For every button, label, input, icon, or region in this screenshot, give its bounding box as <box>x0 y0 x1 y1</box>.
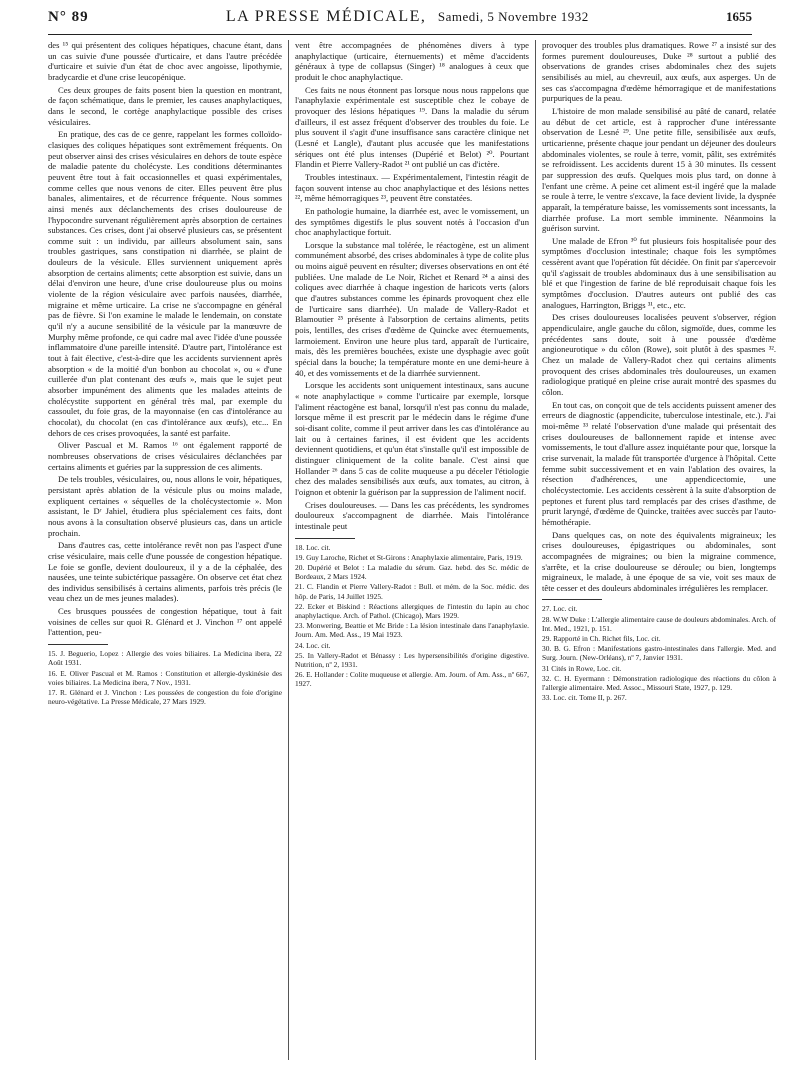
body-paragraph: Des crises douloureuses localisées peuvent s'observer, région appendiculaire, angle gauche du côlon, sigmoïde, dues, comme les précédentes sans doute, soit à une poussée d'œdème angioneurotique » du côlon (Rowe), soit plutôt à des spasmes ³². Chez un malade de Vallery-Radot chez qui certains aliments provoquent des crises abdominales très douloureuses, un examen radiologique pratiqué en pleine crise aurait montré des spasmes du côlon. <box>542 312 776 397</box>
body-paragraph: Ces deux groupes de faits posent bien la question en montrant, de façon schématique, dans le premier, les causes anaphylactiques, dans le second, le cortège anaphylactique possible des crises vésiculaires. <box>48 84 282 127</box>
footnote: 30. B. G. Efron : Manifestations gastro-intestinales dans l'allergie. Med. and Surg. Journ. (New-Orléans), nº 7, Janvier 1931. <box>542 644 776 663</box>
footnote-separator <box>295 538 355 539</box>
footnote-separator <box>48 644 108 645</box>
body-paragraph: vent être accompagnées de phénomènes divers à type anaphylactique (urticaire, éternuements) et même d'accidents généraux à type de collapsus (Singer) ¹⁸ analogues à ceux que produit le choc anaphylactique. <box>295 40 529 82</box>
body-paragraph: Une malade de Efron ³⁰ fut plusieurs fois hospitalisée pour des symptômes d'occlusion intestinale; chaque fois les symptômes cessèrent avant que l'opération fût décidée. On finit par s'apercevoir qu'il s'agissait de troubles abdominaux dus à une sensibilisation au blé et que l'ingestion de farine de blé reproduisait chaque fois les symptômes d'occlusion. D'autres auteurs ont publié des cas analogues, Harrington, Briggs ³¹, etc., etc. <box>542 235 776 310</box>
footnote: 29. Rapporté in Ch. Richet fils, Loc. cit. <box>542 634 661 644</box>
footnote: 33. Loc. cit. Tome II, p. 267. <box>542 693 627 703</box>
footnote: 19. Guy Laroche, Richet et St-Girons : Anaphylaxie alimentaire, Paris, 1919. <box>295 552 523 562</box>
footnote: 23. Monwering, Beattie et Mc Bride : La lésion intestinale dans l'anaphylaxie. Journ. Am. Med. Ass., 19 Mai 1923. <box>295 621 529 640</box>
column-divider <box>535 40 536 1060</box>
page-number: 1655 <box>725 9 752 24</box>
body-paragraph: Crises douloureuses. — Dans les cas précédents, les syndromes douloureux s'accompagnent de diarrhée. Mais l'intolérance intestinale peut <box>295 499 529 531</box>
footnote: 17. R. Glénard et J. Vinchon : Les poussées de congestion du foie d'origine neuro-végétative. La Presse Médicale, 27 Mars 1929. <box>48 687 282 707</box>
text-column-3 <box>542 40 776 1070</box>
body-paragraph: Oliver Pascual et M. Ramos ¹⁶ ont également rapporté de nombreuses observations de crises vésiculaires déclanchées par certains aliments et guéries par la suppression de ces aliments. <box>48 440 282 472</box>
body-paragraph: De tels troubles, vésiculaires, ou, nous allons le voir, hépatiques, persistant après ablation de la vésicule plus ou moins malade, expliquent certaines « séquelles de la cholécystectomie ». Mon assistant, le Dʳ Jahiel, étudiera plus spécialement ces faits, dont nous avons à la consultation observé plusieurs cas, dans un article prochain. <box>48 474 282 538</box>
footnote: 16. E. Oliver Pascual et M. Ramos : Constitution et allergie-dyskinésie des voies biliaires. La Medicina ibera, 7 Nov., 1931. <box>48 668 282 687</box>
issue-date: Samedi, 5 Novembre 1932 <box>437 9 589 24</box>
footnote: 15. J. Beguerio, Lopez : Allergie des voies biliaires. La Medicina ibera, 22 Août 1931. <box>48 649 282 668</box>
column-divider <box>288 40 289 1060</box>
footnote: 26. E. Hollander : Colite muqueuse et allergie. Am. Journ. of Am. Ass., nº 667, 1927. <box>295 670 529 689</box>
footnote: 25. In Vallery-Radot et Bénassy : Les hypersensibilités d'origine digestive. Nutrition, nº 2, 1931. <box>295 650 529 669</box>
body-paragraph: provoquer des troubles plus dramatiques. Rowe ²⁷ a insisté sur des formes purement douloureuses, Duke ²⁸ surtout a publié des observations de grandes crises abdominales chez des sujets sensibilisés au miel, au chevreuil, aux œufs, aux asperges. Un de ses cas s'accompagna d'œdème hémorragique et de manifestations purpuriques de la peau. <box>542 40 776 104</box>
footnote: 31 Cités in Rowe, Loc. cit. <box>542 663 622 673</box>
body-paragraph: Lorsque la substance mal tolérée, le réactogène, est un aliment communément absorbé, des crises abdominales à type de colite plus ou moins aiguë peuvent en résulter; diverses observations en ont été publiées. Une malade de Le Noir, Richet et Renard ²⁴ a ainsi des coliques avec diarrhée à chaque ingestion de haricots verts (alors que d'autres substances comme les épinards provoquent chez elle de l'urticaire sans diarrhée). Un malade de Vallery-Radot et Blamoutier ²⁵ présente à l'absorption de certains aliments, petits pois, lentilles, des crises d'œdème de Quincke avec éternuements, larmoiement. Environ une heure plus tard, apparaît de l'urticaire, mais, dès les premières bouchées, existe une dysphagie avec goût spécial dans la bouche; la température monte en une demi-heure à 40, et des vomissements et de la diarrhée surviennent. <box>295 239 529 378</box>
text-column-2 <box>295 40 529 1070</box>
footnote: 28. W.W Duke : L'allergie alimentaire cause de douleurs abdominales. Arch. of Int. Med., 1921, p. 151. <box>542 614 776 633</box>
body-paragraph: En pathologie humaine, la diarrhée est, avec le vomissement, un des symptômes digestifs le plus souvent notés à l'occasion d'un choc anaphylactique fortuit. <box>295 205 529 238</box>
footnote: 21. C. Flandin et Pierre Vallery-Radot : Bull. et mém. de la Soc. médic. des hôp. de Paris, 14 Juillet 1925. <box>295 582 529 601</box>
body-paragraph: Ces faits ne nous étonnent pas lorsque nous nous rappelons que l'anaphylaxie expérimentale est susceptible chez le cobaye de provoquer des lésions hépatiques ¹⁹. Dans la maladie du sérum d'ailleurs, il est assez fréquent d'observer des troubles du foie. Le plus souvent il s'agit d'une insuffisance sans caractère clinique net (Lesné et Langle), d'autant plus accusée que les manifestations sériques ont été plus intenses (Dupérié et Belot) ²⁰. Pourtant Flandin et Pierre Vallery-Radot ²¹ ont publié un cas d'ictère. <box>295 84 529 170</box>
body-paragraph: En pratique, des cas de ce genre, rappelant les formes colloïdo-clasiques des coliques hépatiques sont extrêmement fréquents. On peut observer ainsi des crises vésiculaires en dehors de toute espèce de maladie patente du cholécyste. Les conditions déterminantes peuvent être tout à fait occasionnelles et quasi expérimentales, comme celles que nous venons de citer. Elles peuvent être plus banales, alimentaires, et de récurrence fréquente. Nous sommes ainsi menés aux déclanchements des crises douloureuse de l'hypocondre survenant régulièrement après absorption de certaines substances. Ces crises, dont j'ai observé plusieurs cas, se présentent comme suit : un individu, par ailleurs absolument sain, sans troubles gastriques, sans constipation ni diarrhée, se plaint de douleurs de la vésicule. Elles surviennent uniquement après absorption de certains aliments; cette absorption est suivie, dans un délai d'environ une heure, d'une crise douloureuse plus ou moins violente de la région vésiculaire avec parfois nausées, diarrhée, migraine et même urticaire. La crise ne s'accompagne en général pas de fièvre. Si l'on examine le malade le lendemain, on constate qu'il n'y a aucune sensibilité de la vésicule par la manœuvre de Murphy même profonde, ce qui cadre mal avec l'idée d'une poussée inflammatoire d'une pareille intensité. D'autre part, l'intolérance est tout à fait élective, c'est-à-dire que les accidents surviennent après absorption « de la moitié d'un bonbon au chocolat », ou « d'une cuillerée d'un plat contenant des œufs », mais que le sujet peut absorber impunément des aliments que les malades atteints de cholécystite supportent en général très mal, par exemple du cassoulet, du foie gras, de la mayonnaise (en cas d'intolérance au chocolat), du chocolat (en cas d'intolérance aux œufs), etc... En dehors de ces crises provoquées, la santé est parfaite. <box>48 129 282 438</box>
text-column-1 <box>48 40 282 1070</box>
journal-name: LA PRESSE MÉDICALE, <box>225 8 427 25</box>
body-paragraph: Lorsque les accidents sont uniquement intestinaux, sans aucune « note anaphylactique » comme l'urticaire par exemple, lorsque l'aliment réactogène est banal, lorsqu'il n'est pas connu du malade, lorsque même il est prescrit par le médecin dans le régime d'une soi-disant colite, comme il peut arriver dans les cas d'intolérance au lait ou à certaines farines, il est évident que les accidents deviennent quotidiens, et qu'un état s'installe qu'il est impossible de distinguer cliniquement de la colite banale. C'est ainsi que Hollander ²⁶ dans 5 cas de colite muqueuse a pu déceler l'étiologie chez des malades sensibilisés aux œufs, aux tomates, au citron, à l'oignon et obtenir la guérison par la suppression de l'aliment nocif. <box>295 380 529 497</box>
footnote-separator <box>542 599 602 600</box>
journal-title-line <box>226 8 589 26</box>
footnote: 32. C. H. Eyermann : Démonstration radiologique des réactions du côlon à l'allergie alimentaire. Med. Assoc., Missouri State, 1927, p. 129. <box>542 673 776 693</box>
footnote: 20. Dupérié et Belot : La maladie du sérum. Gaz. hebd. des Sc. médic de Bordeaux, 2 Mars 1924. <box>295 562 529 582</box>
issue-number: N° 89 <box>48 9 89 25</box>
footnote: 27. Loc. cit. <box>542 604 578 614</box>
footnote: 22. Ecker et Biskind : Réactions allergiques de l'intestin du lapin au choc anaphylactique. Arch. of Pathol. (Chicago), Mars 1929. <box>295 601 529 620</box>
footnote: 24. Loc. cit. <box>295 640 331 650</box>
running-header <box>48 8 752 35</box>
body-paragraph: Troubles intestinaux. — Expérimentalement, l'intestin réagit de façon souvent intense au choc anaphylactique et des lésions nettes ²², même hémorragiques ²³, peuvent être constatées. <box>295 171 529 204</box>
body-paragraph: des ¹⁵ qui présentent des coliques hépatiques, chacune étant, dans un cas suivie d'une poussée d'urticaire, et dans l'autre précédée d'urticaire et suivie d'un état de choc avec angoisse, lipothymie, bradycardie et d'une crise leucopénique. <box>48 40 282 82</box>
body-paragraph: En tout cas, on conçoit que de tels accidents puissent amener des erreurs de diagnostic (appendicite, tuberculose intestinale, etc.). J'ai moi-même ³³ relaté l'observation d'une malade qui présentait des crises douloureuses de ballonnement rapide et intense avec vomissements, le tout d'allure assez inquiétante pour que, lorsque la crise survenait, la malade fût transportée d'urgence à l'hôpital. Cette femme subit successivement et en vain l'ablation des ovaires, la résection d'adhérences, une appendicectomie, une cholécystectomie. Les accidents cessèrent à la suite d'absorption de peptones et furent plus tard remplacés par des crises d'asthme, de prurit laryngé, d'œdème de Quincke, traitées avec succès par l'auto-hémothérapie. <box>542 399 776 527</box>
body-paragraph: Dans quelques cas, on note des équivalents migraineux; les crises douloureuses, épigastriques ou abdominales, sont accompagnées de migraines; ou bien la migraine commence, s'arrête, et la crise douloureuse se déroule; ou bien, longtemps migraineux, le malade, à une époque de sa vie, voit ses maux de tête cesser et des douleurs abdominales irrégulières les remplacer. <box>542 529 776 593</box>
body-paragraph: Ces brusques poussées de congestion hépatique, tout à fait voisines de celles sur quoi R. Glénard et J. Vinchon ¹⁷ ont appelé l'attention, peu- <box>48 606 282 638</box>
body-paragraph: Dans d'autres cas, cette intolérance revêt non pas l'aspect d'une crise vésiculaire, mais celle d'une poussée de congestion hépatique. Le foie se gonfle, devient douloureux, il y a de la céphalée, des nausées, une teinte subictérique passagère. On observe cet état chez des individus sensibilisés à certains aliments, parfois très précis (le veau chez un de mes jeunes malades). <box>48 540 282 604</box>
footnote: 18. Loc. cit. <box>295 542 331 552</box>
body-paragraph: L'histoire de mon malade sensibilisé au pâté de canard, relatée au début de cet article, est à rapprocher d'une intéressante observation de Lesné ²⁹. Une petite fille, sensibilisée aux œufs, urticarienne, présente chaque jour pendant un déjeuner des douleurs abdominales violentes, se roule à terre, vomit, pâlit, ses extrémités se refroidissent. Les accidents durent 15 à 30 minutes. Ils cessent par suppression des œufs. Quelques mois plus tard, on donne à l'enfant une crème. A peine cet aliment est-il ingéré que la malade se roule à terre, le ventre s'excave, la face devient livide, la dyspnée apparaît, la température baisse, les vomissements sont incessants, la diarrhée profuse. La mort semble imminente. Néanmoins la guérison survint. <box>542 105 776 234</box>
